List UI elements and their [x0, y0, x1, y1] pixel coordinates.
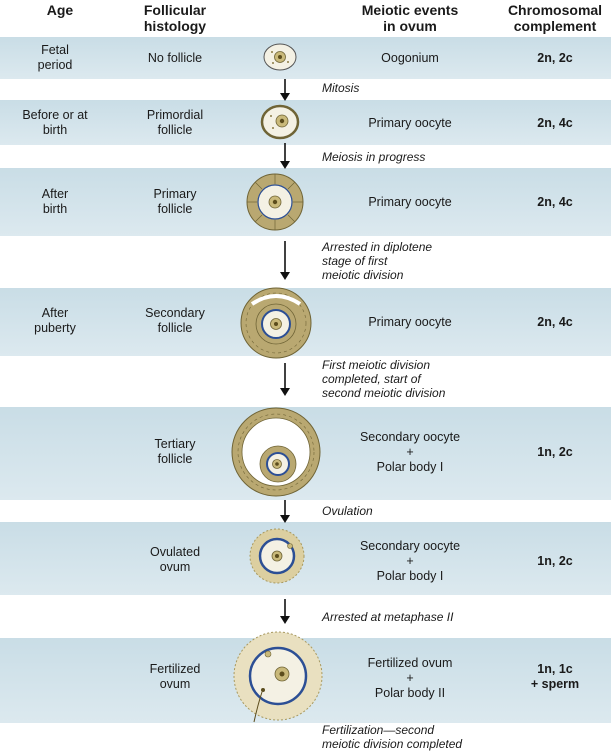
event-label-6: Arrested at metaphase II [322, 610, 454, 624]
row-5-chromosomal: 1n, 2c [537, 445, 573, 459]
header-age: Age [46, 2, 74, 18]
event-label-3: Arrested in diplotene stage of first meiotic division [322, 240, 433, 282]
row-4-histology: Secondary follicle [145, 306, 205, 335]
down-arrow-icon [278, 78, 292, 102]
event-label-7: Fertilization—second meiotic division completed [322, 723, 463, 751]
row-1-histology: No follicle [147, 51, 203, 65]
oogonium-cell-icon [262, 42, 298, 72]
tertiary-follicle-icon [230, 404, 322, 500]
primordial-follicle-icon [260, 104, 300, 140]
event-label-4: First meiotic division completed, start of second meiotic division [322, 358, 446, 400]
row-6-chromosomal: 1n, 2c [537, 554, 573, 568]
primary-follicle-icon [244, 172, 306, 232]
row-7-meiotic: Fertilized ovum + Polar body II [367, 656, 453, 700]
down-arrow-icon [278, 598, 292, 626]
row-2-chromosomal: 2n, 4c [537, 116, 573, 130]
row-3-age: After birth [41, 187, 69, 216]
row-1-meiotic: Oogonium [381, 51, 439, 65]
row-2-histology: Primordial follicle [146, 108, 204, 137]
row-6-histology: Ovulated ovum [149, 545, 201, 574]
down-arrow-icon [278, 240, 292, 282]
down-arrow-icon [278, 362, 292, 398]
row-4-chromosomal: 2n, 4c [537, 315, 573, 329]
row-2-age: Before or at birth [22, 108, 88, 137]
row-2-meiotic: Primary oocyte [368, 116, 452, 130]
row-4-age: After puberty [34, 306, 76, 335]
row-7-histology: Fertilized ovum [149, 662, 201, 691]
down-arrow-icon [278, 499, 292, 525]
header-histology: Follicular histology [143, 2, 207, 34]
row-6-meiotic: Secondary oocyte + Polar body I [359, 539, 461, 583]
event-label-1: Mitosis [322, 81, 360, 95]
header-meiotic: Meiotic events in ovum [361, 2, 459, 34]
row-5-meiotic: Secondary oocyte + Polar body I [359, 430, 461, 474]
event-label-5: Ovulation [322, 504, 373, 518]
row-5-histology: Tertiary follicle [154, 437, 196, 466]
event-label-2: Meiosis in progress [322, 150, 426, 164]
row-1-age: Fetal period [37, 43, 73, 72]
secondary-follicle-icon [238, 286, 314, 360]
row-3-histology: Primary follicle [153, 187, 197, 216]
fertilized-ovum-icon [232, 630, 324, 726]
row-4-meiotic: Primary oocyte [368, 315, 452, 329]
down-arrow-icon [278, 142, 292, 170]
ovulated-ovum-icon [248, 526, 306, 586]
row-7-chromosomal: 1n, 1c + sperm [530, 662, 580, 691]
row-1-chromosomal: 2n, 2c [537, 51, 573, 65]
header-chromosomal: Chromosomal complement [507, 2, 603, 34]
row-3-chromosomal: 2n, 4c [537, 195, 573, 209]
row-3-meiotic: Primary oocyte [368, 195, 452, 209]
